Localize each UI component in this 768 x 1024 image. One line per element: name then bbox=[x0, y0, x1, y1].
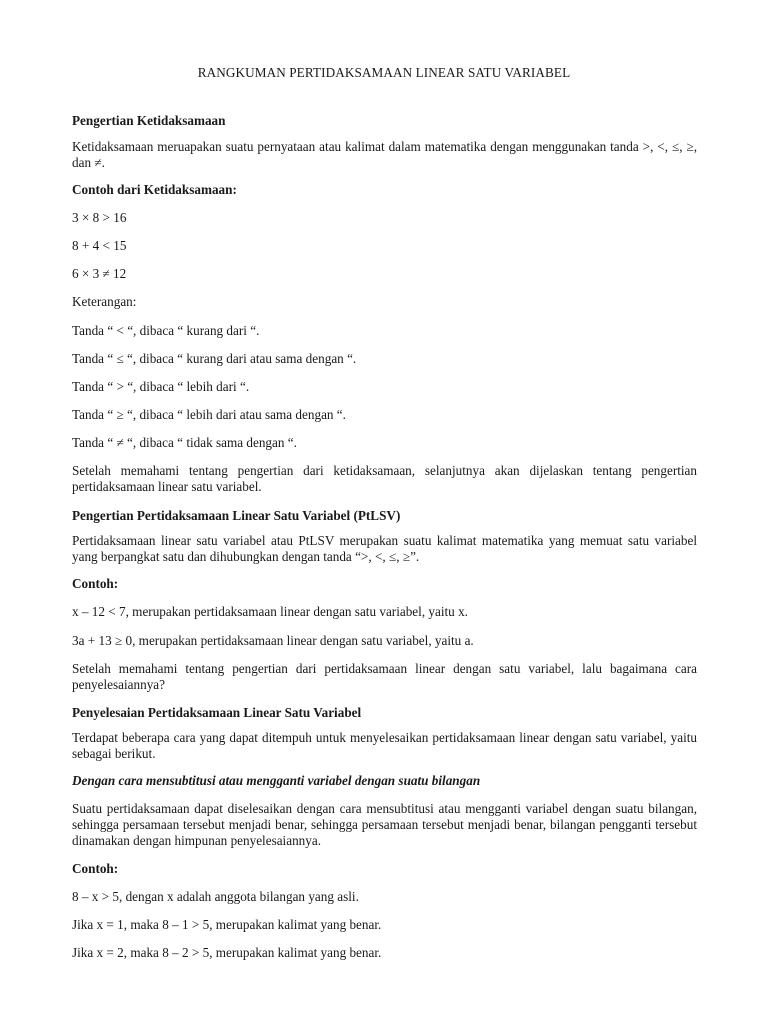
paragraph-transition: Setelah memahami tentang pengertian dari ketidaksamaan, selanjutnya akan dijelaskan tentang pengertian pertidaksamaan linear satu variabel. bbox=[72, 463, 697, 494]
section-heading-penyelesaian: Penyelesaian Pertidaksamaan Linear Satu Variabel bbox=[72, 705, 362, 720]
example-line: Jika x = 1, maka 8 – 1 > 5, merupakan kalimat yang benar. bbox=[72, 917, 382, 932]
example-line: Jika x = 2, maka 8 – 2 > 5, merupakan kalimat yang benar. bbox=[72, 945, 382, 960]
paragraph-penyelesaian: Terdapat beberapa cara yang dapat ditempuh untuk menyelesaikan pertidaksamaan linear dengan satu variabel, yaitu sebagai berikut. bbox=[72, 730, 697, 761]
example-line: 3a + 13 ≥ 0, merupakan pertidaksamaan linear dengan satu variabel, yaitu a. bbox=[72, 633, 474, 648]
document-title: RANGKUMAN PERTIDAKSAMAAN LINEAR SATU VARIABEL bbox=[197, 65, 571, 80]
example-line: 6 × 3 ≠ 12 bbox=[72, 266, 127, 281]
examples-heading: Contoh: bbox=[72, 861, 119, 876]
note-line: Tanda “ ≤ “, dibaca “ kurang dari atau sama dengan “. bbox=[72, 351, 357, 366]
section-heading-ketidaksamaan: Pengertian Ketidaksamaan bbox=[72, 113, 226, 128]
note-line: Tanda “ < “, dibaca “ kurang dari “. bbox=[72, 323, 260, 338]
example-line: 3 × 8 > 16 bbox=[72, 210, 127, 225]
examples-heading: Contoh dari Ketidaksamaan: bbox=[72, 182, 237, 197]
notes-label: Keterangan: bbox=[72, 294, 137, 309]
example-line: 8 – x > 5, dengan x adalah anggota bilangan yang asli. bbox=[72, 889, 359, 904]
section-heading-ptlsv: Pengertian Pertidaksamaan Linear Satu Variabel (PtLSV) bbox=[72, 508, 401, 523]
example-line: 8 + 4 < 15 bbox=[72, 238, 127, 253]
note-line: Tanda “ ≠ “, dibaca “ tidak sama dengan “. bbox=[72, 435, 297, 450]
subsection-heading-substitusi: Dengan cara mensubtitusi atau mengganti variabel dengan suatu bilangan bbox=[72, 773, 481, 788]
paragraph-definition: Ketidaksamaan meruapakan suatu pernyataan atau kalimat dalam matematika dengan menggunakan tanda >, <, ≤, ≥, dan ≠. bbox=[72, 139, 697, 170]
paragraph-transition: Setelah memahami tentang pengertian dari pertidaksamaan linear dengan satu variabel, lalu bagaimana cara penyelesaiannya? bbox=[72, 661, 697, 692]
paragraph-ptlsv: Pertidaksamaan linear satu variabel atau PtLSV merupakan suatu kalimat matematika yang memuat satu variabel yang berpangkat satu dan dihubungkan dengan tanda “>, <, ≤, ≥”. bbox=[72, 533, 697, 564]
paragraph-substitusi: Suatu pertidaksamaan dapat diselesaikan dengan cara mensubtitusi atau mengganti variabel dengan suatu bilangan, sehingga persamaan tersebut menjadi benar, sehingga persamaan tersebut menjadi benar, bilangan pengganti tersebut dinamakan dengan himpunan penyelesaiannya. bbox=[72, 801, 697, 848]
note-line: Tanda “ ≥ “, dibaca “ lebih dari atau sama dengan “. bbox=[72, 407, 346, 422]
examples-heading: Contoh: bbox=[72, 576, 119, 591]
example-line: x – 12 < 7, merupakan pertidaksamaan linear dengan satu variabel, yaitu x. bbox=[72, 604, 468, 619]
note-line: Tanda “ > “, dibaca “ lebih dari “. bbox=[72, 379, 250, 394]
